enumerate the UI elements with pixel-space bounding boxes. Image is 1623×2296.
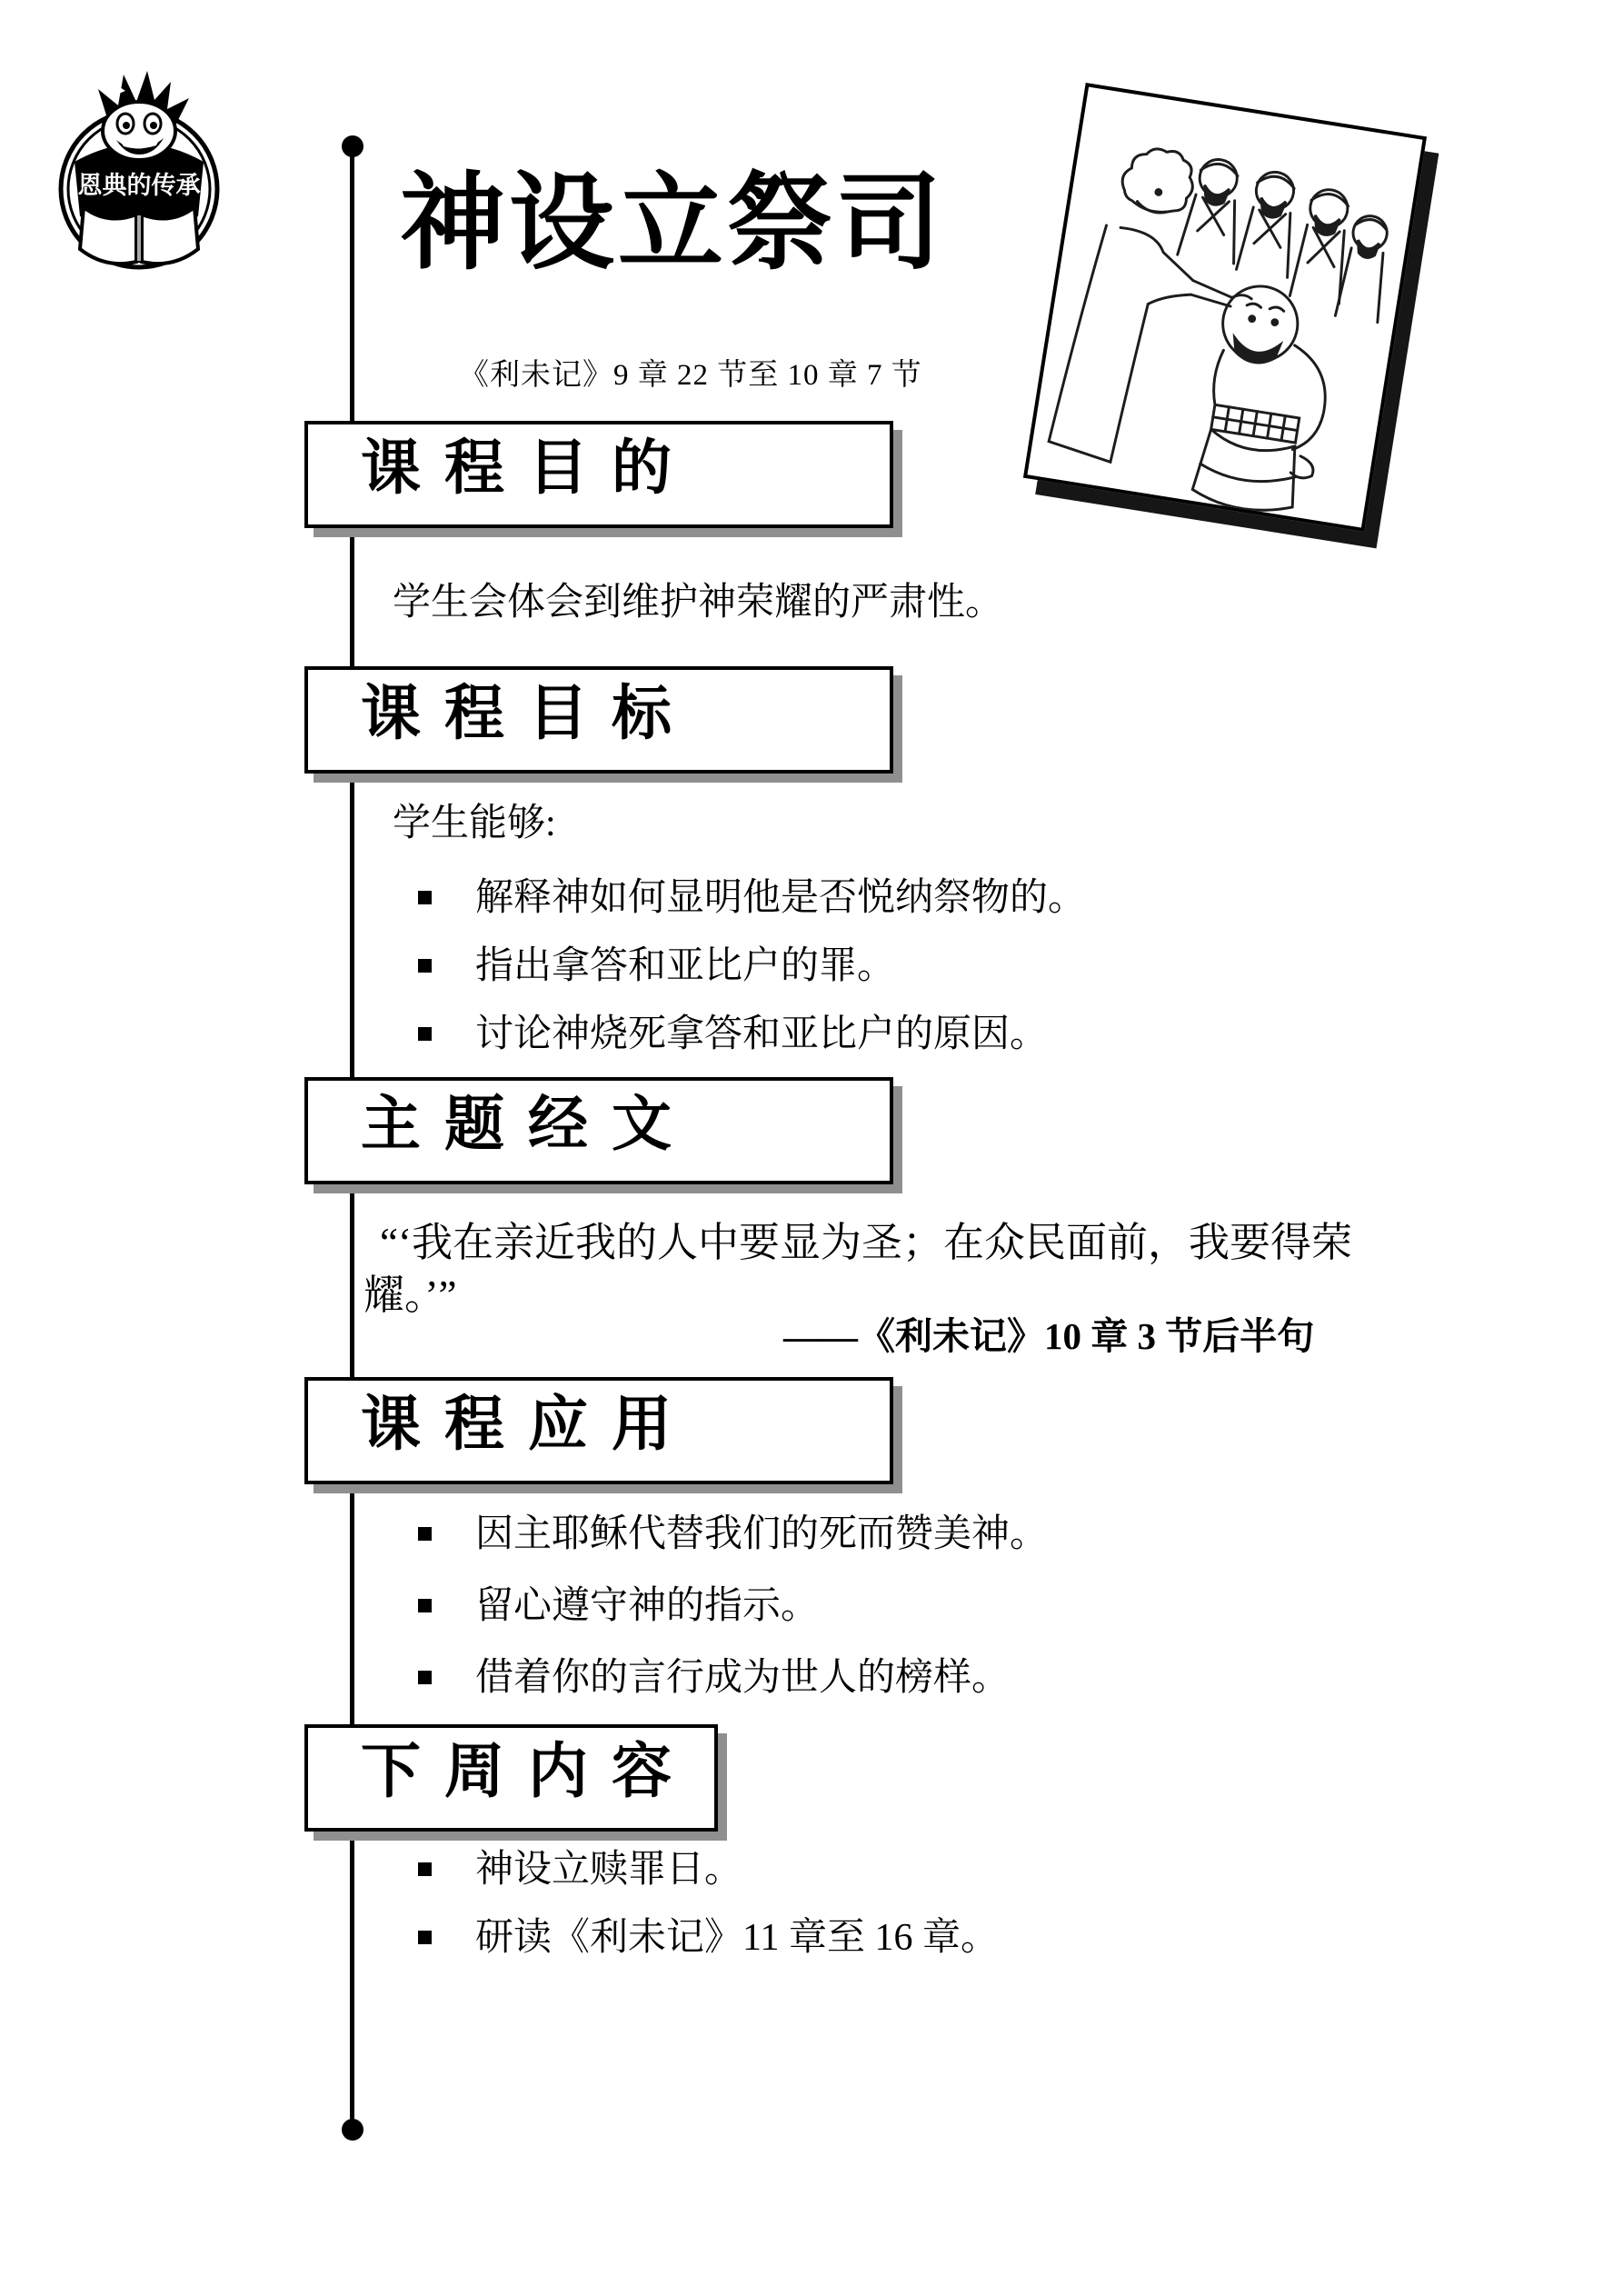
- scripture-quote-line-2: 耀。’”: [363, 1273, 457, 1318]
- section-heading-scripture: 主题经文: [361, 1092, 695, 1158]
- section-heading-application: 课程应用: [361, 1392, 695, 1458]
- section-box-scripture: [304, 1077, 893, 1184]
- section-box-goals: [304, 666, 893, 774]
- square-bullet-icon: [418, 1931, 432, 1944]
- section-heading-next-week: 下周内容: [361, 1739, 695, 1805]
- application-bullet-2: 留心遵守神的指示。: [418, 1583, 819, 1629]
- purpose-body-text: 学生会体会到维护神荣耀的严肃性。: [393, 582, 1004, 624]
- scripture-quote-line-1: “‘我在亲近我的人中要显为圣；在众民面前，我要得荣: [380, 1220, 1352, 1265]
- anointing-illustration-card: [1023, 83, 1427, 532]
- goals-intro-text: 学生能够:: [393, 803, 556, 844]
- square-bullet-icon: [418, 891, 432, 904]
- section-box-application: [304, 1377, 893, 1484]
- square-bullet-icon: [418, 959, 432, 973]
- goals-bullet-1: 解释神如何显明他是否悦纳祭物的。: [418, 875, 1086, 921]
- section-heading-goals: 课程目标: [361, 681, 695, 747]
- next-week-bullet-1: 神设立赎罪日。: [418, 1847, 742, 1892]
- square-bullet-icon: [418, 1671, 432, 1684]
- ministry-logo: [53, 71, 225, 271]
- scripture-attribution: ——《利未记》10 章 3 节后半句: [783, 1315, 1315, 1357]
- page-title: 神设立祭司: [400, 166, 945, 283]
- scripture-reference-subtitle: 《利未记》9 章 22 节至 10 章 7 节: [459, 359, 922, 392]
- boy-and-book-logo-icon: [53, 71, 225, 271]
- application-bullet-3: 借着你的言行成为世人的榜样。: [418, 1655, 1010, 1701]
- application-bullet-1: 因主耶稣代替我们的死而赞美神。: [418, 1512, 1048, 1557]
- logo-text: 恩典的传承: [77, 172, 201, 199]
- square-bullet-icon: [418, 1027, 432, 1041]
- square-bullet-icon: [418, 1527, 432, 1541]
- square-bullet-icon: [418, 1599, 432, 1612]
- goals-bullet-2: 指出拿答和亚比户的罪。: [418, 943, 895, 989]
- timeline-dot-top: [342, 135, 363, 157]
- section-box-next-week: [304, 1724, 718, 1832]
- priest-anointing-line-art-icon: [1028, 87, 1423, 528]
- section-heading-purpose: 课程目的: [361, 435, 695, 502]
- goals-bullet-3: 讨论神烧死拿答和亚比户的原因。: [418, 1012, 1048, 1057]
- square-bullet-icon: [418, 1862, 432, 1876]
- timeline-dot-bottom: [342, 2119, 363, 2141]
- section-box-purpose: [304, 421, 893, 528]
- next-week-bullet-2: 研读《利未记》11 章至 16 章。: [418, 1915, 999, 1961]
